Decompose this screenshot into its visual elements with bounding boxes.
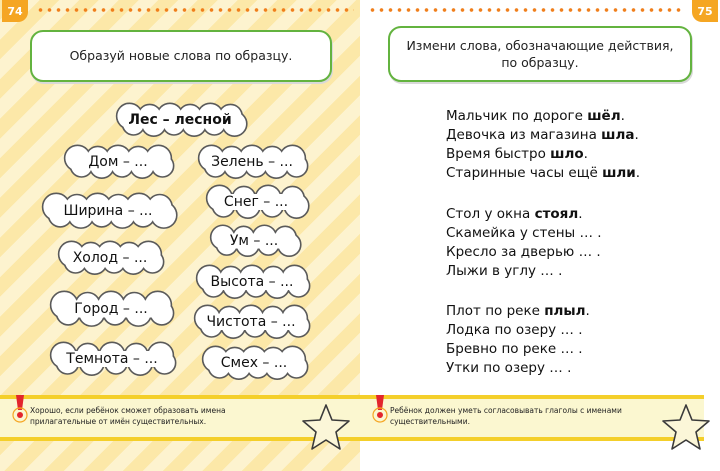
word-cloud [204, 347, 304, 379]
word-cloud [118, 104, 242, 136]
cloud-word: Холод – ... [72, 250, 148, 266]
sentence-line: Мальчик по дороге шёл. [446, 108, 625, 124]
word-cloud [60, 242, 160, 274]
sentence-group-3 [446, 302, 590, 378]
sentence-line: Скамейка у стены … . [446, 225, 602, 241]
sentence-group-2 [446, 205, 602, 281]
sentence-line: Девочка из магазина шла. [446, 127, 639, 143]
verb-example: шла [601, 127, 635, 143]
cloud-word: Дом – ... [88, 154, 148, 170]
word-cloud [66, 146, 170, 178]
sentence-line: Лодка по озеру … . [446, 322, 583, 338]
verb-example: шло [550, 146, 584, 162]
verb-example: шёл [587, 108, 621, 124]
page-number-right: 75 [692, 0, 718, 22]
sentence-line: Плот по реке плыл. [446, 303, 590, 319]
instruction-text: Образуй новые слова по образцу. [69, 48, 293, 64]
cloud-word: Темнота – ... [66, 351, 158, 367]
verb-example: стоял [534, 206, 579, 222]
sentence-line: Время быстро шло. [446, 146, 588, 162]
note-text-left: Хорошо, если ребёнок сможет образовать имена прилагательные от имён существительных. [30, 406, 226, 426]
word-cloud [198, 266, 306, 298]
sentence-line: Кресло за дверью … . [446, 244, 601, 260]
word-cloud [52, 292, 170, 326]
exclamation-icon [10, 393, 30, 423]
dotted-border [368, 8, 684, 12]
sentence-line: Старинные часы ещё шли. [446, 165, 641, 181]
word-cloud [44, 194, 172, 228]
sentence-line: Стол у окна стоял. [446, 206, 583, 222]
instruction-box-right [388, 26, 692, 82]
exclamation-icon [370, 393, 390, 423]
star-icon [660, 402, 712, 452]
sentence-group-1 [446, 107, 640, 183]
instruction-line: Измени слова, обозначающие действия, [406, 37, 674, 53]
cloud-word: Ширина – ... [63, 203, 153, 219]
sentence-line: Лыжи в углу … . [446, 263, 563, 279]
cloud-word: Ум – ... [229, 233, 279, 249]
sentence-line: Утки по озеру … . [446, 360, 572, 376]
word-cloud [212, 226, 296, 256]
word-cloud [196, 306, 306, 338]
word-cloud [208, 186, 304, 218]
verb-example: шли [602, 165, 636, 181]
note-text-right: Ребёнок должен уметь согласовывать глаголы с именами существительными. [390, 406, 622, 426]
dotted-border [36, 8, 354, 12]
parent-note-right [360, 395, 704, 441]
right-page [360, 0, 720, 471]
instruction-line: по образцу. [501, 55, 579, 70]
word-cloud [200, 146, 304, 178]
word-cloud [52, 343, 172, 375]
cloud-word: Город – ... [74, 301, 148, 317]
cloud-word: Смех – ... [220, 355, 288, 371]
cloud-word: Высота – ... [210, 274, 294, 290]
page-number-left: 74 [2, 0, 28, 22]
instruction-box-left [30, 30, 332, 82]
cloud-word: Снег – ... [223, 194, 289, 210]
cloud-word: Лес – лесной [128, 112, 232, 128]
verb-example: плыл [544, 303, 586, 319]
cloud-word: Зелень – ... [211, 154, 293, 170]
cloud-word: Чистота – ... [206, 314, 296, 330]
sentence-line: Бревно по реке … . [446, 341, 583, 357]
star-icon [300, 402, 352, 452]
